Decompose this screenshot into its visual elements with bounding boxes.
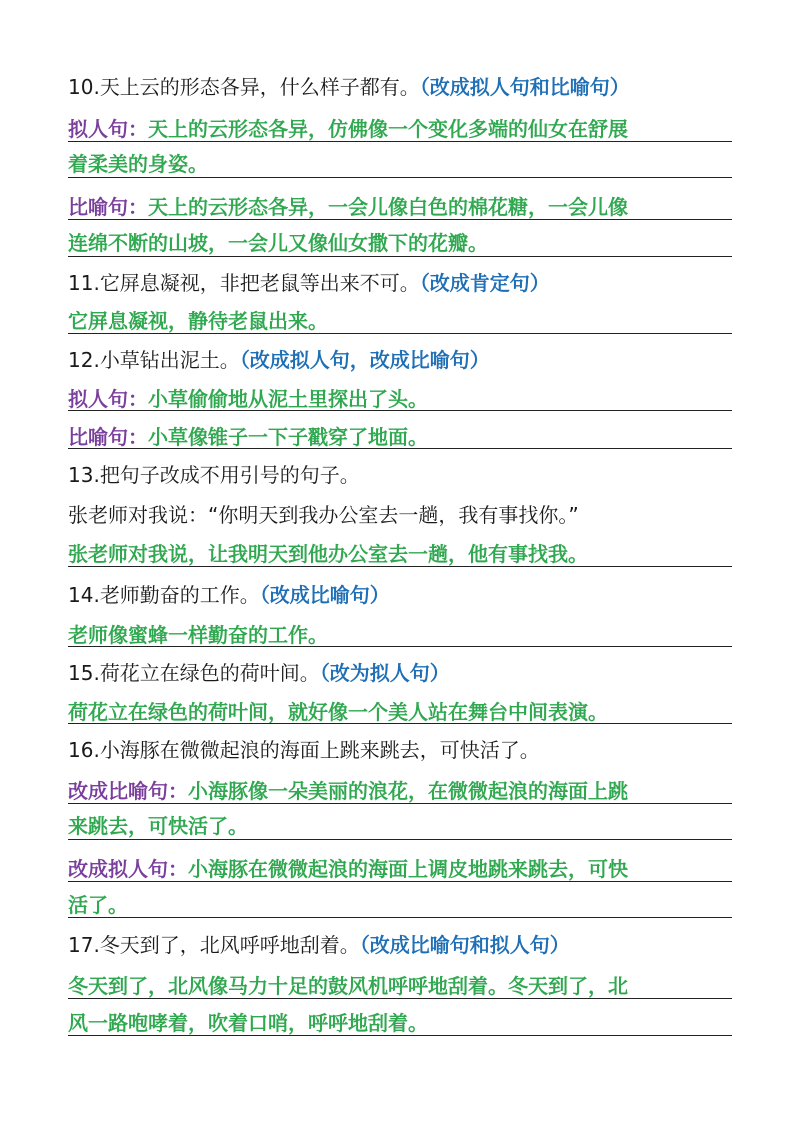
answer-text: 它屏息凝视，静待老鼠出来。 xyxy=(68,309,328,333)
instruction: （改成拟人句和比喻句） xyxy=(419,75,630,99)
answer-16-simile-line2 xyxy=(68,811,732,841)
question-text: 老师勤奋的工作。 xyxy=(99,583,260,607)
instruction: （改成肯定句） xyxy=(419,271,550,295)
question-text: 冬天到了，北风呼呼地刮着。 xyxy=(99,933,360,957)
question-17 xyxy=(68,930,732,960)
question-10 xyxy=(68,72,732,102)
answer-label: 比喻句： xyxy=(68,195,148,219)
question-number: 17. xyxy=(68,933,100,957)
underline xyxy=(68,998,732,999)
underline xyxy=(68,177,732,178)
answer-10-personification-line2 xyxy=(68,149,732,179)
question-15 xyxy=(68,658,732,688)
question-number: 15. xyxy=(68,661,100,685)
underline xyxy=(68,1035,732,1036)
question-11 xyxy=(68,268,732,298)
answer-label: 拟人句： xyxy=(68,117,148,141)
answer-text: 小海豚像一朵美丽的浪花，在微微起浪的海面上跳 xyxy=(188,779,628,803)
answer-label: 改成拟人句： xyxy=(68,857,188,881)
question-text: 天上云的形态各异，什么样子都有。 xyxy=(99,75,420,99)
answer-16-simile-line1 xyxy=(68,776,732,806)
question-13-quote xyxy=(68,500,732,530)
answer-10-simile-line2 xyxy=(68,228,732,258)
answer-text: 老师像蜜蜂一样勤奋的工作。 xyxy=(68,623,328,647)
instruction: （改成比喻句） xyxy=(259,583,390,607)
question-text: 它屏息凝视，非把老鼠等出来不可。 xyxy=(99,271,420,295)
question-14 xyxy=(68,580,732,610)
answer-text: 张老师对我说，让我明天到他办公室去一趟，他有事找我。 xyxy=(68,542,588,566)
answer-16-personification-line1 xyxy=(68,854,732,884)
answer-text: 着柔美的身姿。 xyxy=(68,152,208,176)
answer-text: 小草偷偷地从泥土里探出了头。 xyxy=(148,387,428,411)
question-text: 小草钻出泥土。 xyxy=(99,348,240,372)
answer-text: 活了。 xyxy=(68,893,128,917)
underline xyxy=(68,410,732,411)
question-text: 小海豚在微微起浪的海面上跳来跳去，可快活了。 xyxy=(99,738,540,762)
answer-10-personification-line1 xyxy=(68,114,732,144)
answer-text: 荷花立在绿色的荷叶间，就好像一个美人站在舞台中间表演。 xyxy=(68,700,608,724)
question-16 xyxy=(68,735,732,765)
answer-11 xyxy=(68,306,732,336)
question-number: 16. xyxy=(68,738,100,762)
underline xyxy=(68,803,732,804)
answer-text: 天上的云形态各异，仿佛像一个变化多端的仙女在舒展 xyxy=(148,117,628,141)
underline xyxy=(68,723,732,724)
question-number: 14. xyxy=(68,583,100,607)
underline xyxy=(68,839,732,840)
question-number: 13. xyxy=(68,463,100,487)
answer-label: 比喻句： xyxy=(68,425,148,449)
quote-sentence: 张老师对我说：“你明天到我办公室去一趟，我有事找你。” xyxy=(68,503,579,527)
instruction: （改成比喻句和拟人句） xyxy=(359,933,570,957)
answer-text: 天上的云形态各异，一会儿像白色的棉花糖，一会儿像 xyxy=(148,195,628,219)
question-12 xyxy=(68,345,732,375)
answer-text: 小海豚在微微起浪的海面上调皮地跳来跳去，可快 xyxy=(188,857,628,881)
answer-16-personification-line2 xyxy=(68,890,732,920)
answer-10-simile-line1 xyxy=(68,192,732,222)
answer-17-line2 xyxy=(68,1008,732,1038)
answer-17-line1 xyxy=(68,971,732,1001)
answer-text: 冬天到了，北风像马力十足的鼓风机呼呼地刮着。冬天到了，北 xyxy=(68,974,628,998)
instruction: （改成拟人句，改成比喻句） xyxy=(239,348,490,372)
question-text: 荷花立在绿色的荷叶间。 xyxy=(99,661,320,685)
answer-label: 拟人句： xyxy=(68,387,148,411)
underline xyxy=(68,917,732,918)
question-number: 11. xyxy=(68,271,100,295)
underline xyxy=(68,566,732,567)
underline xyxy=(68,448,732,449)
answer-text: 来跳去，可快活了。 xyxy=(68,814,248,838)
question-13 xyxy=(68,460,732,490)
underline xyxy=(68,141,732,142)
question-number: 10. xyxy=(68,75,100,99)
answer-text: 风一路咆哮着，吹着口哨，呼呼地刮着。 xyxy=(68,1011,428,1035)
answer-13 xyxy=(68,539,732,569)
question-number: 12. xyxy=(68,348,100,372)
underline xyxy=(68,219,732,220)
underline xyxy=(68,256,732,257)
underline xyxy=(68,646,732,647)
instruction: （改为拟人句） xyxy=(319,661,450,685)
answer-text: 连绵不断的山坡，一会儿又像仙女撒下的花瓣。 xyxy=(68,231,488,255)
question-text: 把句子改成不用引号的句子。 xyxy=(99,463,360,487)
answer-text: 小草像锥子一下子戳穿了地面。 xyxy=(148,425,428,449)
underline xyxy=(68,881,732,882)
answer-label: 改成比喻句： xyxy=(68,779,188,803)
underline xyxy=(68,333,732,334)
